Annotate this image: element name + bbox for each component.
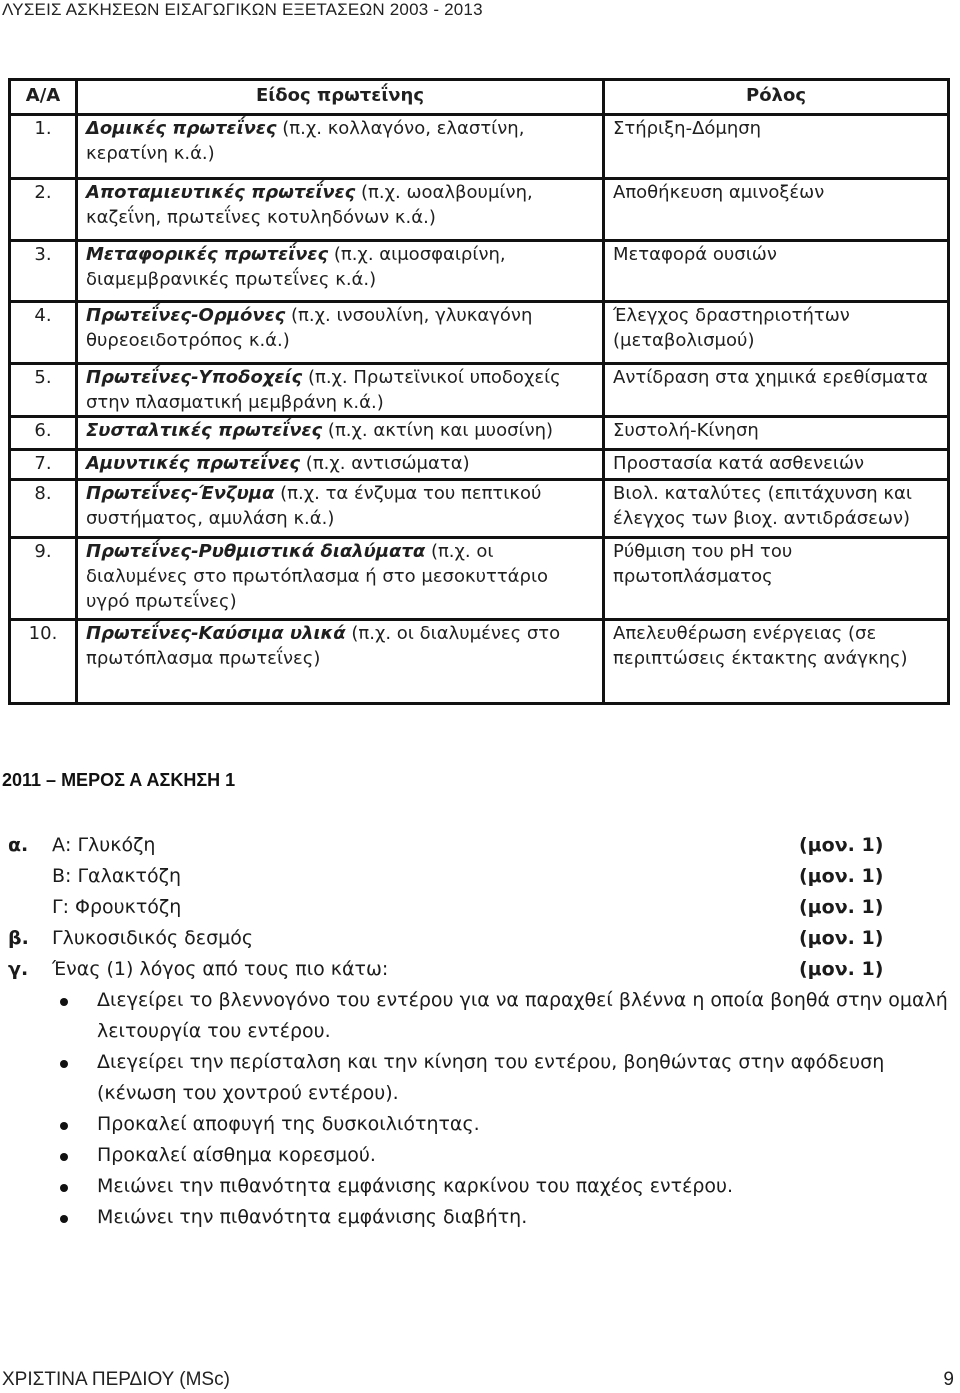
header-kind: Είδος πρωτεΐνης <box>77 80 604 115</box>
protein-kind-examples: (π.χ. ωοαλβουμίνη, καζεΐνη, πρωτεΐνες κοτυληδόνων κ.ά.) <box>86 182 533 228</box>
list-item <box>8 1047 953 1109</box>
table-row <box>10 450 949 480</box>
table-row <box>10 115 949 179</box>
protein-kind-cell <box>77 241 604 302</box>
answer-letter: γ. <box>8 958 29 980</box>
row-number: 1. <box>10 115 77 179</box>
protein-role-cell: Στήριξη-Δόμηση <box>604 115 949 179</box>
page-number: 9 <box>943 1369 954 1390</box>
row-number: 3. <box>10 241 77 302</box>
row-number: 4. <box>10 302 77 364</box>
protein-kind-examples: (π.χ. οι διαλυμένες στο πρωτόπλασμα πρωτεΐνες) <box>86 623 561 669</box>
table-row <box>10 241 949 302</box>
protein-kind-name: Αποταμιευτικές πρωτεΐνες <box>86 182 356 203</box>
protein-kind-name: Μεταφορικές πρωτεΐνες <box>86 244 329 265</box>
protein-kind-name: Πρωτεΐνες-Ορμόνες <box>86 305 286 326</box>
reason-text: Προκαλεί αίσθημα κορεσμού. <box>97 1144 376 1166</box>
table-row <box>10 480 949 538</box>
protein-kind-cell <box>77 115 604 179</box>
reason-text: Μειώνει την πιθανότητα εμφάνισης διαβήτη. <box>97 1206 528 1228</box>
bullet-icon <box>60 998 68 1006</box>
table-header-row <box>10 80 949 115</box>
answers-block <box>8 832 953 987</box>
protein-table-container <box>8 78 950 705</box>
table-row <box>10 179 949 241</box>
bullet-icon <box>60 1184 68 1192</box>
row-number: 10. <box>10 620 77 704</box>
protein-kind-name: Πρωτεΐνες-Ρυθμιστικά διαλύματα <box>86 541 426 562</box>
answer-points: (μον. 1) <box>799 958 884 980</box>
list-item <box>8 1171 953 1202</box>
protein-kind-cell <box>77 417 604 450</box>
protein-kind-examples: (π.χ. αντισώματα) <box>300 453 470 474</box>
answer-row <box>8 863 953 894</box>
table-row <box>10 302 949 364</box>
reason-text: Μειώνει την πιθανότητα εμφάνισης καρκίνου του παχέος εντέρου. <box>97 1175 734 1197</box>
protein-kind-cell <box>77 480 604 538</box>
protein-kind-cell <box>77 179 604 241</box>
protein-kind-cell <box>77 538 604 620</box>
protein-role-cell: Συστολή-Κίνηση <box>604 417 949 450</box>
protein-kind-examples: (π.χ. Πρωτεϊνικοί υποδοχείς στην πλασματική μεμβράνη κ.ά.) <box>86 367 561 413</box>
protein-kind-examples: (π.χ. αιμοσφαιρίνη, διαμεμβρανικές πρωτεΐνες κ.ά.) <box>86 244 506 290</box>
answer-letter: β. <box>8 927 29 949</box>
answer-text: Ένας (1) λόγος από τους πιο κάτω: <box>52 958 389 980</box>
answer-text: Α: Γλυκόζη <box>52 834 156 856</box>
list-item <box>8 985 953 1047</box>
answer-points: (μον. 1) <box>799 834 884 856</box>
protein-role-cell: Ρύθμιση του pH του πρωτοπλάσματος <box>604 538 949 620</box>
answer-text: Β: Γαλακτόζη <box>52 865 181 887</box>
table-row <box>10 538 949 620</box>
protein-kind-examples: (π.χ. τα ένζυμα του πεπτικού συστήματος, αμυλάση κ.ά.) <box>86 483 542 529</box>
protein-table <box>8 78 950 705</box>
protein-kind-cell <box>77 620 604 704</box>
protein-kind-name: Πρωτεΐνες-Υποδοχείς <box>86 367 303 388</box>
answer-points: (μον. 1) <box>799 927 884 949</box>
table-row <box>10 364 949 417</box>
protein-kind-examples: (π.χ. οι διαλυμένες στο πρωτόπλασμα ή στο μεσοκυττάριο υγρό πρωτεΐνες) <box>86 541 549 612</box>
bullet-icon <box>60 1060 68 1068</box>
protein-kind-cell <box>77 302 604 364</box>
protein-role-cell: Αντίδραση στα χημικά ερεθίσματα <box>604 364 949 417</box>
row-number: 2. <box>10 179 77 241</box>
reason-text: Διεγείρει την περίσταλση και την κίνηση του εντέρου, βοηθώντας στην αφόδευση (κένωση του χοντρού εντέρου). <box>97 1051 885 1104</box>
protein-role-cell: Αποθήκευση αμινοξέων <box>604 179 949 241</box>
row-number: 9. <box>10 538 77 620</box>
protein-role-cell: Απελευθέρωση ενέργειας (σε περιπτώσεις έκτακτης ανάγκης) <box>604 620 949 704</box>
header-role: Ρόλος <box>604 80 949 115</box>
section-heading: 2011 – ΜΕΡΟΣ Α ΑΣΚΗΣΗ 1 <box>2 770 236 790</box>
protein-kind-examples: (π.χ. κολλαγόνο, ελαστίνη, κερατίνη κ.ά.) <box>86 118 525 164</box>
answer-row <box>8 894 953 925</box>
protein-kind-cell <box>77 450 604 480</box>
row-number: 5. <box>10 364 77 417</box>
protein-kind-name: Πρωτεΐνες-Ένζυμα <box>86 483 275 504</box>
answer-text: Γλυκοσιδικός δεσμός <box>52 927 253 949</box>
page-header-title: ΛΥΣΕΙΣ ΑΣΚΗΣΕΩΝ ΕΙΣΑΓΩΓΙΚΩΝ ΕΞΕΤΑΣΕΩΝ 2003 - 2013 <box>2 0 483 19</box>
answer-text: Γ: Φρουκτόζη <box>52 896 182 918</box>
protein-kind-name: Συσταλτικές πρωτεΐνες <box>86 420 323 441</box>
footer-author: ΧΡΙΣΤΙΝΑ ΠΕΡΔΙΟΥ (MSc) <box>2 1369 230 1390</box>
protein-kind-examples: (π.χ. ακτίνη και μυοσίνη) <box>322 420 554 441</box>
protein-kind-name: Πρωτεΐνες-Καύσιμα υλικά <box>86 623 346 644</box>
answer-row <box>8 925 953 956</box>
protein-kind-examples: (π.χ. ινσουλίνη, γλυκαγόνη θυρεοειδοτρόπος κ.ά.) <box>86 305 533 351</box>
row-number: 6. <box>10 417 77 450</box>
header-num: Α/Α <box>10 80 77 115</box>
answer-letter: α. <box>8 834 29 856</box>
row-number: 7. <box>10 450 77 480</box>
protein-role-cell: Βιολ. καταλύτες (επιτάχυνση και έλεγχος των βιοχ. αντιδράσεων) <box>604 480 949 538</box>
bullet-icon <box>60 1122 68 1130</box>
answer-row <box>8 956 953 987</box>
table-row <box>10 620 949 704</box>
list-item <box>8 1202 953 1233</box>
answer-points: (μον. 1) <box>799 896 884 918</box>
protein-table-body <box>10 115 949 704</box>
protein-kind-cell <box>77 364 604 417</box>
reason-text: Προκαλεί αποφυγή της δυσκοιλιότητας. <box>97 1113 480 1135</box>
protein-role-cell: Μεταφορά ουσιών <box>604 241 949 302</box>
row-number: 8. <box>10 480 77 538</box>
answer-row <box>8 832 953 863</box>
bullet-icon <box>60 1215 68 1223</box>
answer-points: (μον. 1) <box>799 865 884 887</box>
reason-text: Διεγείρει το βλεννογόνο του εντέρου για να παραχθεί βλέννα η οποία βοηθά στην ομαλή λειτουργία του εντέρου. <box>97 989 948 1042</box>
table-row <box>10 417 949 450</box>
list-item <box>8 1109 953 1140</box>
protein-role-cell: Έλεγχος δραστηριοτήτων (μεταβολισμού) <box>604 302 949 364</box>
protein-kind-name: Αμυντικές πρωτεΐνες <box>86 453 301 474</box>
list-item <box>8 1140 953 1171</box>
protein-role-cell: Προστασία κατά ασθενειών <box>604 450 949 480</box>
protein-kind-name: Δομικές πρωτεΐνες <box>86 118 277 139</box>
bullet-icon <box>60 1153 68 1161</box>
reasons-list <box>8 985 953 1233</box>
